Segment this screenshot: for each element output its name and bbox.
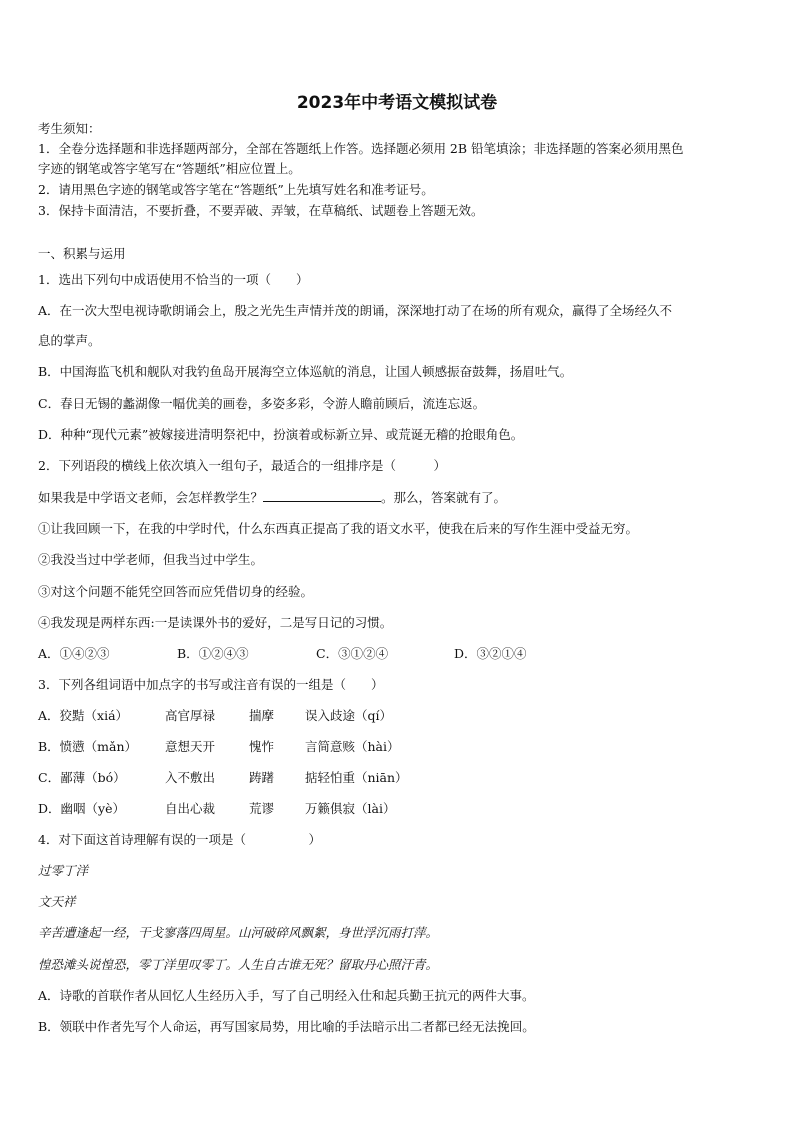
q3-cell: 入不敷出: [165, 770, 216, 785]
q3-cell: 揣摩: [249, 708, 275, 723]
q2-lead-a: 如果我是中学语文老师，会怎样教学生？: [38, 490, 264, 505]
q3-cell: 言简意赅（hài）: [305, 739, 400, 754]
q2-option-a: A．①④②③: [38, 646, 110, 661]
poem-line-1: 辛苦遭逢起一经，干戈寥落四周星。山河破碎风飘絮，身世浮沉雨打萍。: [38, 925, 439, 940]
q3-cell: 愧怍: [249, 739, 275, 754]
q3-cell: C．鄙薄（bó）: [38, 770, 126, 785]
q2-sentence-4: ④我发现是两样东西:一是读课外书的爱好，二是写日记的习惯。: [38, 615, 393, 630]
q3-cell: D．幽咽（yè）: [38, 801, 125, 816]
section-heading: 一、积累与运用: [38, 246, 126, 261]
q3-cell: 高官厚禄: [165, 708, 216, 723]
q3-cell: 误入歧途（qí）: [305, 708, 392, 723]
q2-stem: 2．下列语段的横线上依次填入一组句子，最适合的一组排序是（ ）: [38, 458, 446, 473]
q2-sentence-2: ②我没当过中学老师，但我当过中学生。: [38, 552, 264, 567]
q1-option-c: C．春日无锡的蠡湖像一幅优美的画卷，多姿多彩，令游人瞻前顾后，流连忘返。: [38, 396, 486, 411]
q3-cell: 荒谬: [249, 801, 275, 816]
q2-sentence-3: ③对这个问题不能凭空回答而应凭借切身的经验。: [38, 584, 314, 599]
q1-option-b: B．中国海监飞机和舰队对我钓鱼岛开展海空立体巡航的消息，让国人顿感振奋鼓舞，扬眉吐气。: [38, 364, 573, 379]
notice-item-1b: 字迹的钢笔或答字笔写在“答题纸”相应位置上。: [38, 161, 301, 176]
q2-sentence-1: ①让我回顾一下，在我的中学时代，什么东西真正提高了我的语文水平，使我在后来的写作生涯中受益无穷。: [38, 521, 639, 536]
q3-row-b: [38, 739, 758, 755]
q3-cell: 万籁俱寂（lài）: [305, 801, 396, 816]
q3-cell: 自出心裁: [165, 801, 216, 816]
q3-stem: 3．下列各组词语中加点字的书写或注音有误的一组是（ ）: [38, 677, 384, 692]
q2-lead-b: 。那么，答案就有了。: [381, 490, 507, 505]
poem-author: 文天祥: [38, 894, 76, 909]
q2-option-d: D．③②①④: [454, 646, 527, 661]
q3-row-c: [38, 770, 758, 786]
q3-cell: 掂轻怕重（niān）: [305, 770, 408, 785]
poem-title: 过零丁洋: [38, 863, 89, 878]
q4-option-a: A．诗歌的首联作者从回忆人生经历入手，写了自己明经入仕和起兵勤王抗元的两件大事。: [38, 988, 535, 1003]
notice-item-3: 3．保持卡面清洁，不要折叠，不要弄破、弄皱，在草稿纸、试题卷上答题无效。: [38, 203, 484, 218]
notice-item-2: 2．请用黑色字迹的钢笔或答字笔在“答题纸”上先填写姓名和准考证号。: [38, 182, 434, 197]
q1-stem: 1．选出下列句中成语使用不恰当的一项（ ）: [38, 272, 309, 287]
q4-stem: 4．对下面这首诗理解有误的一项是（ ）: [38, 832, 321, 847]
q3-cell: 踌躇: [249, 770, 275, 785]
q3-cell: B．愤懑（mǎn）: [38, 739, 138, 754]
q1-option-a-1: A．在一次大型电视诗歌朗诵会上，殷之光先生声情并茂的朗诵，深深地打动了在场的所有观众，赢得了全场经久不: [38, 303, 673, 318]
q3-cell: 意想天开: [165, 739, 216, 754]
q4-option-b: B．领联中作者先写个人命运，再写国家局势，用比喻的手法暗示出二者都已经无法挽回。: [38, 1019, 535, 1034]
q2-option-c: C．③①②④: [316, 646, 389, 661]
q2-option-b: B．①②④③: [177, 646, 249, 661]
answer-blank: [263, 489, 381, 502]
q1-option-a-2: 息的掌声。: [38, 333, 101, 348]
q3-row-d: [38, 801, 758, 817]
page-title: 2023年中考语文模拟试卷: [296, 93, 498, 113]
notice-item-1a: 1．全卷分选择题和非选择题两部分，全部在答题纸上作答。选择题必须用 2B 铅笔填涂；非选择题的答案必须用黑色: [38, 141, 684, 156]
q3-cell: A．狡黠（xiá）: [38, 708, 129, 723]
notice-heading: 考生须知：: [38, 121, 101, 136]
q2-lead: [38, 489, 758, 506]
q2-options: [38, 646, 758, 662]
q1-option-d: D．种种“现代元素”被嫁接进清明祭祀中，扮演着或标新立异、或荒诞无稽的抢眼角色。: [38, 427, 524, 442]
q3-row-a: [38, 708, 758, 724]
poem-line-2: 惶恐滩头说惶恐，零丁洋里叹零丁。人生自古谁无死？留取丹心照汗青。: [38, 957, 439, 972]
